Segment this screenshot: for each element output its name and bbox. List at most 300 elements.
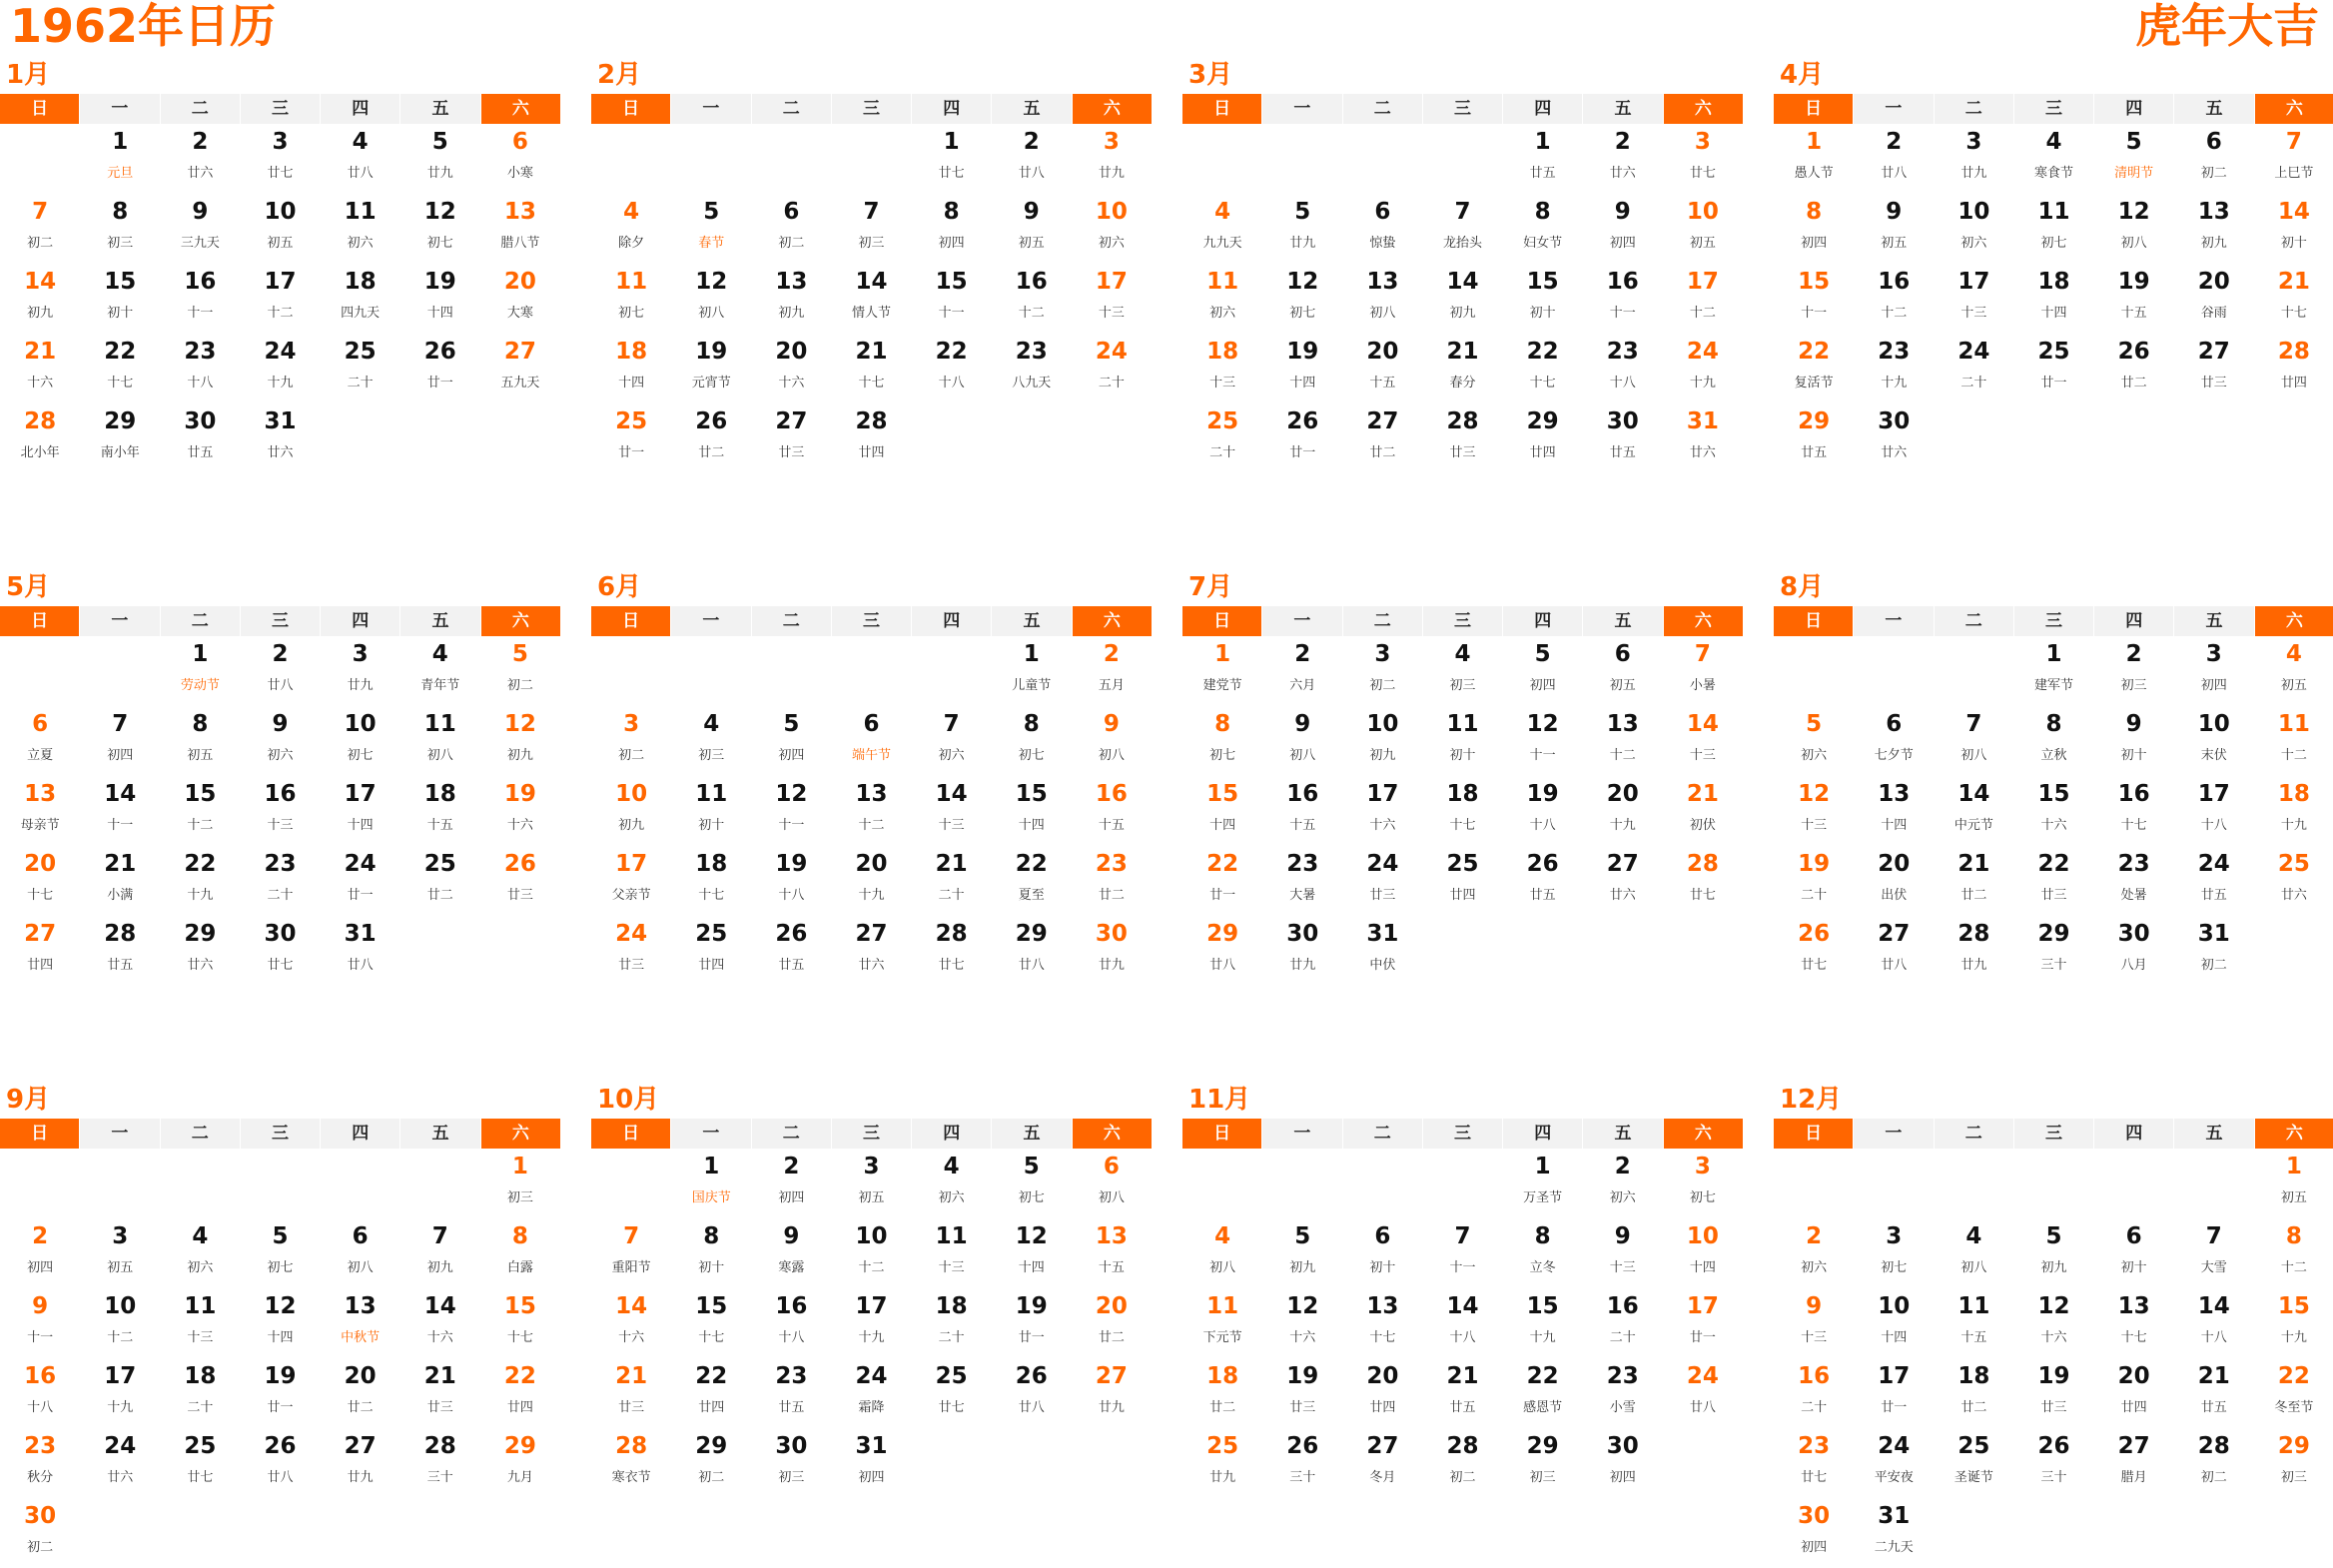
day-cell[interactable]	[321, 916, 400, 986]
day-cell[interactable]	[1342, 334, 1422, 403]
day-cell[interactable]	[1422, 1358, 1502, 1428]
day-cell[interactable]	[2094, 194, 2174, 264]
day-cell[interactable]	[2094, 124, 2174, 194]
day-cell[interactable]	[1663, 1288, 1743, 1358]
day-cell[interactable]	[400, 636, 480, 706]
day-cell[interactable]	[1072, 706, 1152, 776]
day-cell[interactable]	[831, 403, 911, 473]
day-cell[interactable]	[1262, 1218, 1342, 1288]
day-cell[interactable]	[1854, 916, 1934, 986]
day-cell[interactable]	[1854, 776, 1934, 846]
day-cell[interactable]	[1503, 264, 1583, 334]
day-cell[interactable]	[2013, 706, 2093, 776]
day-cell[interactable]	[480, 264, 560, 334]
day-cell[interactable]	[1663, 264, 1743, 334]
day-cell[interactable]	[0, 1358, 80, 1428]
day-cell[interactable]	[671, 1149, 751, 1218]
day-cell[interactable]	[1934, 916, 2013, 986]
day-cell[interactable]	[2174, 846, 2254, 916]
day-cell[interactable]	[2174, 264, 2254, 334]
day-cell[interactable]	[240, 124, 320, 194]
day-cell[interactable]	[1774, 1358, 1854, 1428]
day-cell[interactable]	[2254, 194, 2333, 264]
day-cell[interactable]	[1854, 124, 1934, 194]
day-cell[interactable]	[751, 1218, 831, 1288]
day-cell[interactable]	[1422, 706, 1502, 776]
day-cell[interactable]	[1503, 124, 1583, 194]
day-cell[interactable]	[1072, 916, 1152, 986]
day-cell[interactable]	[2013, 916, 2093, 986]
day-cell[interactable]	[1422, 334, 1502, 403]
day-cell[interactable]	[2254, 1149, 2333, 1218]
day-cell[interactable]	[751, 776, 831, 846]
day-cell[interactable]	[2013, 1428, 2093, 1498]
day-cell[interactable]	[912, 706, 992, 776]
day-cell[interactable]	[1262, 776, 1342, 846]
day-cell[interactable]	[2013, 1218, 2093, 1288]
day-cell[interactable]	[321, 194, 400, 264]
day-cell[interactable]	[480, 1358, 560, 1428]
day-cell[interactable]	[321, 636, 400, 706]
day-cell[interactable]	[1182, 334, 1262, 403]
day-cell[interactable]	[1503, 636, 1583, 706]
day-cell[interactable]	[1182, 706, 1262, 776]
day-cell[interactable]	[321, 1428, 400, 1498]
day-cell[interactable]	[2174, 916, 2254, 986]
day-cell[interactable]	[2254, 1218, 2333, 1288]
day-cell[interactable]	[1072, 334, 1152, 403]
day-cell[interactable]	[2013, 194, 2093, 264]
day-cell[interactable]	[671, 1428, 751, 1498]
day-cell[interactable]	[80, 1218, 160, 1288]
day-cell[interactable]	[751, 1149, 831, 1218]
day-cell[interactable]	[2174, 1218, 2254, 1288]
day-cell[interactable]	[831, 264, 911, 334]
day-cell[interactable]	[1663, 1218, 1743, 1288]
day-cell[interactable]	[1583, 1358, 1663, 1428]
day-cell[interactable]	[240, 403, 320, 473]
day-cell[interactable]	[1342, 1428, 1422, 1498]
day-cell[interactable]	[80, 334, 160, 403]
day-cell[interactable]	[160, 776, 240, 846]
day-cell[interactable]	[2254, 1428, 2333, 1498]
day-cell[interactable]	[992, 334, 1072, 403]
day-cell[interactable]	[0, 264, 80, 334]
day-cell[interactable]	[80, 264, 160, 334]
day-cell[interactable]	[1503, 1149, 1583, 1218]
day-cell[interactable]	[912, 916, 992, 986]
day-cell[interactable]	[751, 1358, 831, 1428]
day-cell[interactable]	[2254, 846, 2333, 916]
day-cell[interactable]	[2174, 636, 2254, 706]
day-cell[interactable]	[1072, 1358, 1152, 1428]
day-cell[interactable]	[1262, 706, 1342, 776]
day-cell[interactable]	[1854, 846, 1934, 916]
day-cell[interactable]	[400, 1218, 480, 1288]
day-cell[interactable]	[1854, 1218, 1934, 1288]
day-cell[interactable]	[992, 636, 1072, 706]
day-cell[interactable]	[831, 334, 911, 403]
day-cell[interactable]	[1934, 124, 2013, 194]
day-cell[interactable]	[480, 636, 560, 706]
day-cell[interactable]	[1934, 264, 2013, 334]
day-cell[interactable]	[912, 776, 992, 846]
day-cell[interactable]	[2094, 776, 2174, 846]
day-cell[interactable]	[1663, 776, 1743, 846]
day-cell[interactable]	[1342, 706, 1422, 776]
day-cell[interactable]	[1503, 706, 1583, 776]
day-cell[interactable]	[2174, 124, 2254, 194]
day-cell[interactable]	[1503, 403, 1583, 473]
day-cell[interactable]	[321, 1358, 400, 1428]
day-cell[interactable]	[751, 334, 831, 403]
day-cell[interactable]	[1774, 846, 1854, 916]
day-cell[interactable]	[1854, 1288, 1934, 1358]
day-cell[interactable]	[1934, 194, 2013, 264]
day-cell[interactable]	[1774, 124, 1854, 194]
day-cell[interactable]	[2013, 846, 2093, 916]
day-cell[interactable]	[671, 776, 751, 846]
day-cell[interactable]	[1854, 334, 1934, 403]
day-cell[interactable]	[160, 1358, 240, 1428]
day-cell[interactable]	[2254, 636, 2333, 706]
day-cell[interactable]	[1774, 706, 1854, 776]
day-cell[interactable]	[80, 1358, 160, 1428]
day-cell[interactable]	[831, 1288, 911, 1358]
day-cell[interactable]	[2094, 1288, 2174, 1358]
day-cell[interactable]	[992, 1358, 1072, 1428]
day-cell[interactable]	[240, 1288, 320, 1358]
day-cell[interactable]	[1583, 846, 1663, 916]
day-cell[interactable]	[1182, 846, 1262, 916]
day-cell[interactable]	[80, 124, 160, 194]
day-cell[interactable]	[992, 916, 1072, 986]
day-cell[interactable]	[912, 1358, 992, 1428]
day-cell[interactable]	[591, 1358, 671, 1428]
day-cell[interactable]	[2094, 846, 2174, 916]
day-cell[interactable]	[400, 194, 480, 264]
day-cell[interactable]	[1663, 846, 1743, 916]
day-cell[interactable]	[1583, 334, 1663, 403]
day-cell[interactable]	[1262, 846, 1342, 916]
day-cell[interactable]	[1854, 194, 1934, 264]
day-cell[interactable]	[400, 776, 480, 846]
day-cell[interactable]	[2174, 1288, 2254, 1358]
day-cell[interactable]	[992, 776, 1072, 846]
day-cell[interactable]	[831, 1428, 911, 1498]
day-cell[interactable]	[321, 264, 400, 334]
day-cell[interactable]	[1583, 706, 1663, 776]
day-cell[interactable]	[912, 1218, 992, 1288]
day-cell[interactable]	[2094, 706, 2174, 776]
day-cell[interactable]	[1182, 776, 1262, 846]
day-cell[interactable]	[480, 1288, 560, 1358]
day-cell[interactable]	[751, 264, 831, 334]
day-cell[interactable]	[160, 264, 240, 334]
day-cell[interactable]	[2094, 636, 2174, 706]
day-cell[interactable]	[992, 264, 1072, 334]
day-cell[interactable]	[1583, 1149, 1663, 1218]
day-cell[interactable]	[160, 194, 240, 264]
day-cell[interactable]	[1422, 776, 1502, 846]
day-cell[interactable]	[1503, 776, 1583, 846]
day-cell[interactable]	[2013, 124, 2093, 194]
day-cell[interactable]	[912, 194, 992, 264]
day-cell[interactable]	[1182, 264, 1262, 334]
day-cell[interactable]	[160, 706, 240, 776]
day-cell[interactable]	[240, 194, 320, 264]
day-cell[interactable]	[1422, 846, 1502, 916]
day-cell[interactable]	[591, 1218, 671, 1288]
day-cell[interactable]	[1854, 1498, 1934, 1568]
day-cell[interactable]	[160, 1218, 240, 1288]
day-cell[interactable]	[0, 776, 80, 846]
day-cell[interactable]	[671, 403, 751, 473]
day-cell[interactable]	[400, 1428, 480, 1498]
day-cell[interactable]	[1774, 403, 1854, 473]
day-cell[interactable]	[2094, 334, 2174, 403]
day-cell[interactable]	[2013, 636, 2093, 706]
day-cell[interactable]	[671, 264, 751, 334]
day-cell[interactable]	[1342, 916, 1422, 986]
day-cell[interactable]	[1342, 1288, 1422, 1358]
day-cell[interactable]	[831, 1218, 911, 1288]
day-cell[interactable]	[1774, 1218, 1854, 1288]
day-cell[interactable]	[1182, 1428, 1262, 1498]
day-cell[interactable]	[912, 124, 992, 194]
day-cell[interactable]	[240, 1218, 320, 1288]
day-cell[interactable]	[912, 846, 992, 916]
day-cell[interactable]	[240, 264, 320, 334]
day-cell[interactable]	[2174, 706, 2254, 776]
day-cell[interactable]	[2254, 124, 2333, 194]
day-cell[interactable]	[1072, 776, 1152, 846]
day-cell[interactable]	[2013, 1358, 2093, 1428]
day-cell[interactable]	[1583, 776, 1663, 846]
day-cell[interactable]	[80, 916, 160, 986]
day-cell[interactable]	[1583, 124, 1663, 194]
day-cell[interactable]	[831, 194, 911, 264]
day-cell[interactable]	[1342, 636, 1422, 706]
day-cell[interactable]	[1422, 264, 1502, 334]
day-cell[interactable]	[1342, 1358, 1422, 1428]
day-cell[interactable]	[1342, 194, 1422, 264]
day-cell[interactable]	[480, 124, 560, 194]
day-cell[interactable]	[160, 124, 240, 194]
day-cell[interactable]	[1583, 636, 1663, 706]
day-cell[interactable]	[480, 334, 560, 403]
day-cell[interactable]	[240, 1358, 320, 1428]
day-cell[interactable]	[992, 124, 1072, 194]
day-cell[interactable]	[240, 776, 320, 846]
day-cell[interactable]	[1934, 1428, 2013, 1498]
day-cell[interactable]	[1663, 636, 1743, 706]
day-cell[interactable]	[1583, 403, 1663, 473]
day-cell[interactable]	[321, 334, 400, 403]
day-cell[interactable]	[1072, 636, 1152, 706]
day-cell[interactable]	[2254, 1358, 2333, 1428]
day-cell[interactable]	[0, 1498, 80, 1568]
day-cell[interactable]	[2094, 1428, 2174, 1498]
day-cell[interactable]	[1422, 1428, 1502, 1498]
day-cell[interactable]	[671, 1218, 751, 1288]
day-cell[interactable]	[1583, 194, 1663, 264]
day-cell[interactable]	[2094, 264, 2174, 334]
day-cell[interactable]	[240, 846, 320, 916]
day-cell[interactable]	[1262, 1428, 1342, 1498]
day-cell[interactable]	[1072, 846, 1152, 916]
day-cell[interactable]	[400, 1358, 480, 1428]
day-cell[interactable]	[400, 706, 480, 776]
day-cell[interactable]	[321, 124, 400, 194]
day-cell[interactable]	[1583, 1428, 1663, 1498]
day-cell[interactable]	[1182, 636, 1262, 706]
day-cell[interactable]	[1422, 636, 1502, 706]
day-cell[interactable]	[0, 194, 80, 264]
day-cell[interactable]	[591, 1288, 671, 1358]
day-cell[interactable]	[400, 1288, 480, 1358]
day-cell[interactable]	[1934, 334, 2013, 403]
day-cell[interactable]	[912, 1149, 992, 1218]
day-cell[interactable]	[1663, 194, 1743, 264]
day-cell[interactable]	[831, 706, 911, 776]
day-cell[interactable]	[1342, 1218, 1422, 1288]
day-cell[interactable]	[80, 403, 160, 473]
day-cell[interactable]	[1583, 1218, 1663, 1288]
day-cell[interactable]	[400, 334, 480, 403]
day-cell[interactable]	[1663, 706, 1743, 776]
day-cell[interactable]	[2094, 1358, 2174, 1428]
day-cell[interactable]	[2094, 916, 2174, 986]
day-cell[interactable]	[992, 1218, 1072, 1288]
day-cell[interactable]	[1934, 1218, 2013, 1288]
day-cell[interactable]	[240, 636, 320, 706]
day-cell[interactable]	[671, 1358, 751, 1428]
day-cell[interactable]	[1854, 403, 1934, 473]
day-cell[interactable]	[591, 1428, 671, 1498]
day-cell[interactable]	[591, 916, 671, 986]
day-cell[interactable]	[671, 706, 751, 776]
day-cell[interactable]	[160, 334, 240, 403]
day-cell[interactable]	[321, 706, 400, 776]
day-cell[interactable]	[1262, 1288, 1342, 1358]
day-cell[interactable]	[400, 846, 480, 916]
day-cell[interactable]	[2013, 1288, 2093, 1358]
day-cell[interactable]	[2013, 776, 2093, 846]
day-cell[interactable]	[480, 1218, 560, 1288]
day-cell[interactable]	[591, 846, 671, 916]
day-cell[interactable]	[1072, 194, 1152, 264]
day-cell[interactable]	[1503, 334, 1583, 403]
day-cell[interactable]	[2013, 334, 2093, 403]
day-cell[interactable]	[0, 334, 80, 403]
day-cell[interactable]	[1774, 194, 1854, 264]
day-cell[interactable]	[591, 334, 671, 403]
day-cell[interactable]	[1422, 194, 1502, 264]
day-cell[interactable]	[1422, 1218, 1502, 1288]
day-cell[interactable]	[80, 194, 160, 264]
day-cell[interactable]	[400, 124, 480, 194]
day-cell[interactable]	[751, 916, 831, 986]
day-cell[interactable]	[1774, 1288, 1854, 1358]
day-cell[interactable]	[1503, 1218, 1583, 1288]
day-cell[interactable]	[591, 706, 671, 776]
day-cell[interactable]	[1663, 1358, 1743, 1428]
day-cell[interactable]	[2254, 1288, 2333, 1358]
day-cell[interactable]	[1422, 403, 1502, 473]
day-cell[interactable]	[912, 334, 992, 403]
day-cell[interactable]	[1583, 264, 1663, 334]
day-cell[interactable]	[1774, 1498, 1854, 1568]
day-cell[interactable]	[2254, 334, 2333, 403]
day-cell[interactable]	[831, 916, 911, 986]
day-cell[interactable]	[1854, 1428, 1934, 1498]
day-cell[interactable]	[992, 846, 1072, 916]
day-cell[interactable]	[1934, 846, 2013, 916]
day-cell[interactable]	[1182, 1218, 1262, 1288]
day-cell[interactable]	[1262, 916, 1342, 986]
day-cell[interactable]	[2174, 1428, 2254, 1498]
day-cell[interactable]	[160, 1288, 240, 1358]
day-cell[interactable]	[591, 403, 671, 473]
day-cell[interactable]	[671, 916, 751, 986]
day-cell[interactable]	[321, 1218, 400, 1288]
day-cell[interactable]	[2174, 1358, 2254, 1428]
day-cell[interactable]	[831, 776, 911, 846]
day-cell[interactable]	[2174, 334, 2254, 403]
day-cell[interactable]	[480, 706, 560, 776]
day-cell[interactable]	[240, 916, 320, 986]
day-cell[interactable]	[1262, 403, 1342, 473]
day-cell[interactable]	[160, 916, 240, 986]
day-cell[interactable]	[2013, 264, 2093, 334]
day-cell[interactable]	[1262, 264, 1342, 334]
day-cell[interactable]	[400, 264, 480, 334]
day-cell[interactable]	[0, 916, 80, 986]
day-cell[interactable]	[1182, 194, 1262, 264]
day-cell[interactable]	[321, 1288, 400, 1358]
day-cell[interactable]	[1262, 1358, 1342, 1428]
day-cell[interactable]	[1774, 916, 1854, 986]
day-cell[interactable]	[321, 776, 400, 846]
day-cell[interactable]	[1854, 1358, 1934, 1428]
day-cell[interactable]	[591, 264, 671, 334]
day-cell[interactable]	[992, 1288, 1072, 1358]
day-cell[interactable]	[591, 776, 671, 846]
day-cell[interactable]	[1262, 334, 1342, 403]
day-cell[interactable]	[1934, 1358, 2013, 1428]
day-cell[interactable]	[831, 846, 911, 916]
day-cell[interactable]	[0, 403, 80, 473]
day-cell[interactable]	[671, 334, 751, 403]
day-cell[interactable]	[992, 194, 1072, 264]
day-cell[interactable]	[1934, 776, 2013, 846]
day-cell[interactable]	[1072, 1218, 1152, 1288]
day-cell[interactable]	[0, 846, 80, 916]
day-cell[interactable]	[751, 1288, 831, 1358]
day-cell[interactable]	[1854, 706, 1934, 776]
day-cell[interactable]	[1072, 1149, 1152, 1218]
day-cell[interactable]	[1663, 124, 1743, 194]
day-cell[interactable]	[1774, 776, 1854, 846]
day-cell[interactable]	[751, 194, 831, 264]
day-cell[interactable]	[671, 1288, 751, 1358]
day-cell[interactable]	[591, 194, 671, 264]
day-cell[interactable]	[1663, 403, 1743, 473]
day-cell[interactable]	[1663, 334, 1743, 403]
day-cell[interactable]	[831, 1358, 911, 1428]
day-cell[interactable]	[160, 1428, 240, 1498]
